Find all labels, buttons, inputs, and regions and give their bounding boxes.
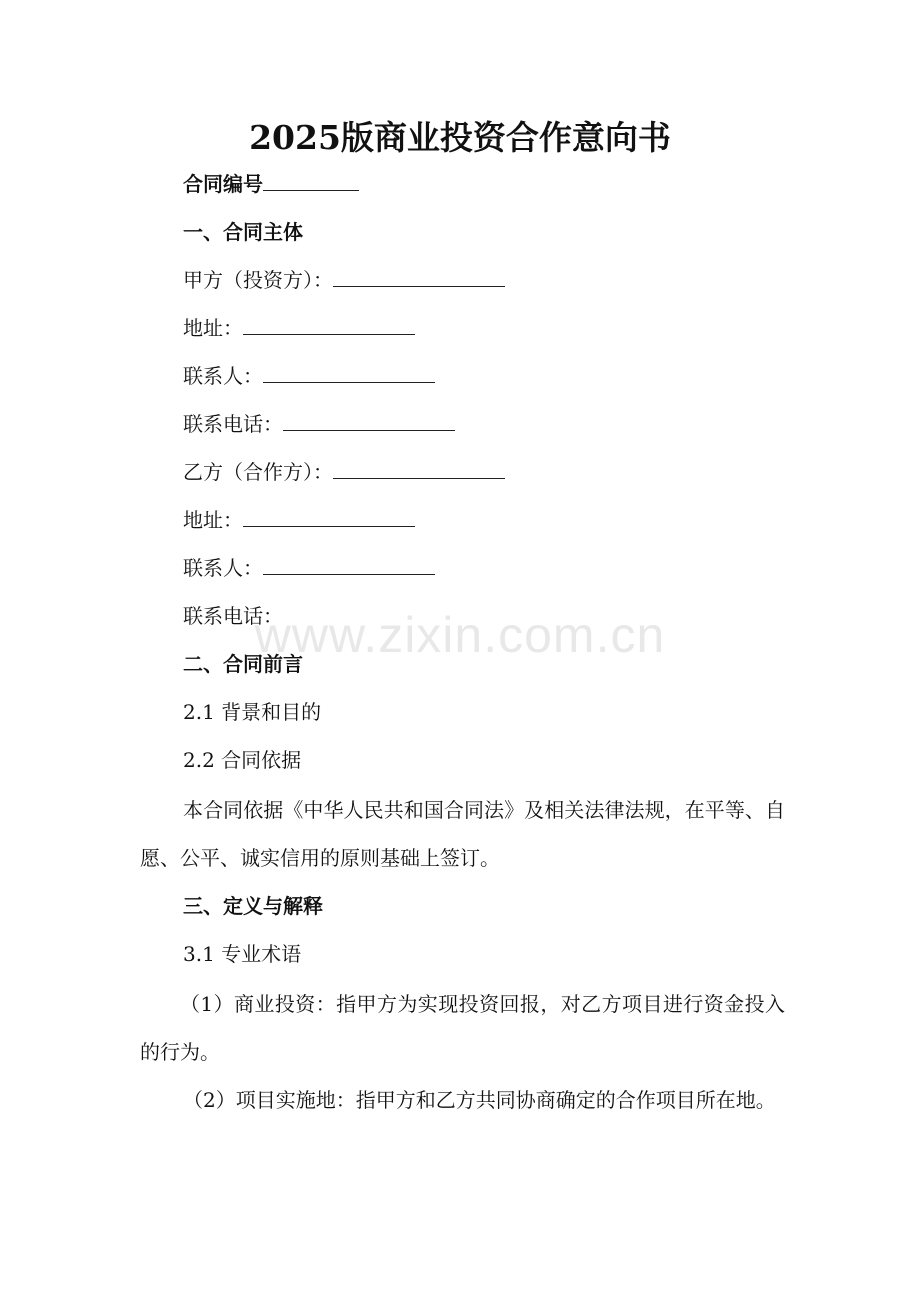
contract-basis-paragraph: 本合同依据《中华人民共和国合同法》及相关法律法规，在平等、自愿、公平、诚实信用的原则基础上签订。 bbox=[140, 798, 785, 870]
site-watermark: www.zixin.com.cn bbox=[254, 607, 666, 663]
address-b-label: 地址： bbox=[183, 508, 243, 532]
section-3-heading: 三、定义与解释 bbox=[183, 894, 323, 918]
contact-a-row bbox=[183, 362, 435, 390]
phone-a-label: 联系电话： bbox=[183, 412, 283, 436]
section-2-heading: 二、合同前言 bbox=[183, 652, 303, 676]
party-b-label: 乙方（合作方）： bbox=[183, 460, 333, 484]
subsection-2-1: 2.1 背景和目的 bbox=[183, 700, 322, 724]
address-b-blank[interactable] bbox=[243, 506, 415, 527]
contract-number-label: 合同编号 bbox=[183, 172, 263, 196]
definition-1-paragraph: （1）商业投资：指甲方为实现投资回报，对乙方项目进行资金投入的行为。 bbox=[140, 992, 785, 1064]
contact-a-label: 联系人： bbox=[183, 364, 263, 388]
document-title: 2025版商业投资合作意向书 bbox=[249, 118, 671, 157]
contact-a-blank[interactable] bbox=[263, 362, 435, 383]
phone-b-row bbox=[183, 602, 283, 630]
party-a-row bbox=[183, 266, 505, 294]
party-a-label: 甲方（投资方）： bbox=[183, 268, 333, 292]
contract-number-blank[interactable] bbox=[263, 170, 359, 191]
phone-b-label: 联系电话： bbox=[183, 604, 283, 628]
definition-2-paragraph: （2）项目实施地：指甲方和乙方共同协商确定的合作项目所在地。 bbox=[183, 1088, 776, 1112]
party-a-blank[interactable] bbox=[333, 266, 505, 287]
address-a-blank[interactable] bbox=[243, 314, 415, 335]
contract-number-row bbox=[183, 170, 359, 198]
contact-b-label: 联系人： bbox=[183, 556, 263, 580]
phone-a-row bbox=[183, 410, 455, 438]
phone-a-blank[interactable] bbox=[283, 410, 455, 431]
address-b-row bbox=[183, 506, 415, 534]
party-b-blank[interactable] bbox=[333, 458, 505, 479]
contact-b-blank[interactable] bbox=[263, 554, 435, 575]
subsection-2-2: 2.2 合同依据 bbox=[183, 748, 302, 772]
address-a-label: 地址： bbox=[183, 316, 243, 340]
contact-b-row bbox=[183, 554, 435, 582]
subsection-3-1: 3.1 专业术语 bbox=[183, 942, 302, 966]
section-1-heading: 一、合同主体 bbox=[183, 220, 303, 244]
address-a-row bbox=[183, 314, 415, 342]
party-b-row bbox=[183, 458, 505, 486]
